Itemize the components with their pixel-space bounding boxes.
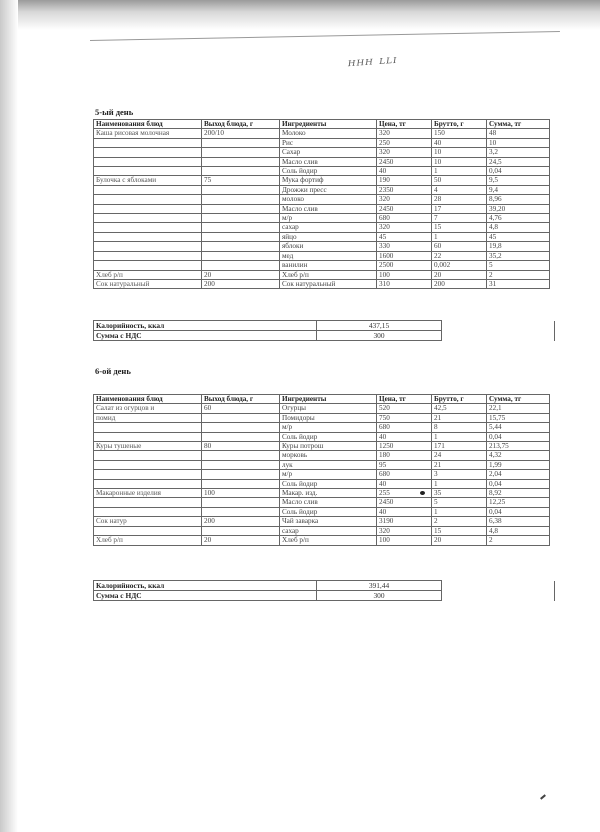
table-row	[94, 214, 550, 223]
table-row	[94, 167, 550, 176]
yield-cell	[202, 479, 280, 488]
ingredient-cell: яблоки	[280, 242, 377, 251]
yield-cell	[202, 242, 280, 251]
day6-calories-value: 391,44	[317, 581, 442, 591]
sum-cell: 12,25	[487, 498, 550, 507]
dish-cell	[94, 479, 202, 488]
sum-cell: 19,8	[487, 242, 550, 251]
ingredient-cell: Рис	[280, 138, 377, 147]
ingredient-cell: сахар	[280, 223, 377, 232]
day6-total-value: 300	[317, 591, 442, 601]
sum-cell: 48	[487, 129, 550, 138]
table-row	[94, 242, 550, 251]
dish-cell	[94, 214, 202, 223]
ingredient-cell: Соль йодир	[280, 479, 377, 488]
ingredient-cell: молоко	[280, 195, 377, 204]
day5-calories-label: Калорийность, ккал	[94, 321, 317, 331]
yield-cell: 20	[202, 536, 280, 545]
table-row	[94, 270, 550, 279]
dish-cell	[94, 451, 202, 460]
sum-cell: 9,4	[487, 185, 550, 194]
table-row	[94, 279, 550, 288]
brutto-cell: 150	[432, 129, 487, 138]
table-row	[94, 432, 550, 441]
yield-cell	[202, 148, 280, 157]
ingredient-cell: лук	[280, 460, 377, 469]
day5-title: 5-ый день	[95, 107, 134, 117]
table-row	[94, 423, 550, 432]
header-ingredients: Ингредиенты	[280, 120, 377, 129]
header-sum: Сумма, тг	[487, 395, 550, 404]
price-cell: 2350	[377, 185, 432, 194]
sum-cell: 45	[487, 232, 550, 241]
brutto-cell: 1	[432, 432, 487, 441]
price-cell: 320	[377, 223, 432, 232]
yield-cell	[202, 507, 280, 516]
dish-cell	[94, 157, 202, 166]
day6-header-row	[94, 395, 550, 404]
ingredient-cell: ванилин	[280, 261, 377, 270]
ingredient-cell: Помидоры	[280, 413, 377, 422]
sum-cell: 2	[487, 536, 550, 545]
pen-mark	[420, 491, 425, 495]
pen-mark	[540, 794, 546, 799]
brutto-cell: 5	[432, 498, 487, 507]
price-cell: 250	[377, 138, 432, 147]
dish-cell	[94, 507, 202, 516]
table-row	[94, 451, 550, 460]
day5-menu-table	[93, 119, 550, 289]
sum-cell: 4,32	[487, 451, 550, 460]
price-cell: 320	[377, 195, 432, 204]
price-cell: 2500	[377, 261, 432, 270]
header-ingredients: Ингредиенты	[280, 395, 377, 404]
price-cell: 2450	[377, 498, 432, 507]
ingredient-cell: Дрожжи пресс	[280, 185, 377, 194]
ingredient-cell: Соль йодир	[280, 167, 377, 176]
dish-cell	[94, 432, 202, 441]
ingredient-cell: Мука фортиф	[280, 176, 377, 185]
sum-cell: 2	[487, 270, 550, 279]
yield-cell	[202, 470, 280, 479]
yield-cell	[202, 232, 280, 241]
table-row	[94, 176, 550, 185]
day5-total-label: Сумма с НДС	[94, 331, 317, 341]
day6-menu-table	[93, 394, 550, 546]
handwritten-note: ᴴᴴᴴ ᴸᴸᴵ	[347, 55, 399, 75]
brutto-cell: 35	[432, 489, 487, 498]
yield-cell: 80	[202, 442, 280, 451]
sum-cell: 35,2	[487, 251, 550, 260]
price-cell: 680	[377, 423, 432, 432]
dish-cell: Макаронные изделия	[94, 489, 202, 498]
table-row	[94, 517, 550, 526]
price-cell: 255	[377, 489, 432, 498]
brutto-cell: 0,002	[432, 261, 487, 270]
ingredient-cell: Соль йодир	[280, 432, 377, 441]
ingredient-cell: м/р	[280, 423, 377, 432]
dish-cell: Сок натуральный	[94, 279, 202, 288]
day5-summary-blank	[442, 321, 555, 341]
brutto-cell: 21	[432, 460, 487, 469]
price-cell: 310	[377, 279, 432, 288]
sum-cell: 5	[487, 261, 550, 270]
brutto-cell: 1	[432, 479, 487, 488]
scan-edge-top	[0, 0, 600, 30]
day6-calories-label: Калорийность, ккал	[94, 581, 317, 591]
price-cell: 100	[377, 536, 432, 545]
price-cell: 320	[377, 148, 432, 157]
dish-cell: Сок натур	[94, 517, 202, 526]
price-cell: 40	[377, 479, 432, 488]
price-cell: 40	[377, 507, 432, 516]
day5-calories-value: 437,15	[317, 321, 442, 331]
yield-cell: 200	[202, 279, 280, 288]
brutto-cell: 22	[432, 251, 487, 260]
dish-cell	[94, 148, 202, 157]
ingredient-cell: яйцо	[280, 232, 377, 241]
sum-cell: 0,04	[487, 167, 550, 176]
dish-cell	[94, 460, 202, 469]
yield-cell	[202, 413, 280, 422]
table-row	[94, 536, 550, 545]
dish-cell: Каша рисовая молочная	[94, 129, 202, 138]
dish-cell: помид	[94, 413, 202, 422]
yield-cell: 60	[202, 404, 280, 413]
table-row	[94, 489, 550, 498]
scan-edge-left	[0, 0, 18, 832]
table-row	[94, 498, 550, 507]
sum-cell: 24,5	[487, 157, 550, 166]
dish-cell	[94, 498, 202, 507]
sum-cell: 39,20	[487, 204, 550, 213]
yield-cell	[202, 451, 280, 460]
yield-cell	[202, 138, 280, 147]
brutto-cell: 15	[432, 526, 487, 535]
sum-cell: 22,1	[487, 404, 550, 413]
yield-cell: 75	[202, 176, 280, 185]
dish-cell: Салат из огурцов и	[94, 404, 202, 413]
price-cell: 750	[377, 413, 432, 422]
ingredient-cell: морковь	[280, 451, 377, 460]
yield-cell	[202, 432, 280, 441]
brutto-cell: 1	[432, 507, 487, 516]
yield-cell: 200/10	[202, 129, 280, 138]
table-row	[94, 479, 550, 488]
dish-cell	[94, 195, 202, 204]
brutto-cell: 28	[432, 195, 487, 204]
header-dish: Наименования блюд	[94, 395, 202, 404]
sum-cell: 213,75	[487, 442, 550, 451]
ingredient-cell: Огурцы	[280, 404, 377, 413]
price-cell: 95	[377, 460, 432, 469]
yield-cell	[202, 261, 280, 270]
table-row	[94, 232, 550, 241]
yield-cell	[202, 214, 280, 223]
yield-cell	[202, 498, 280, 507]
ingredient-cell: м/р	[280, 470, 377, 479]
sum-cell: 0,04	[487, 507, 550, 516]
day5-summary	[93, 320, 555, 341]
price-cell: 1250	[377, 442, 432, 451]
brutto-cell: 1	[432, 232, 487, 241]
yield-cell	[202, 195, 280, 204]
brutto-cell: 3	[432, 470, 487, 479]
brutto-cell: 42,5	[432, 404, 487, 413]
table-row	[94, 413, 550, 422]
ingredient-cell: Хлеб р/п	[280, 270, 377, 279]
table-row	[94, 129, 550, 138]
yield-cell	[202, 157, 280, 166]
table-row	[94, 442, 550, 451]
sum-cell: 4,76	[487, 214, 550, 223]
yield-cell	[202, 223, 280, 232]
brutto-cell: 200	[432, 279, 487, 288]
ingredient-cell: Масло слив	[280, 204, 377, 213]
price-cell: 520	[377, 404, 432, 413]
yield-cell	[202, 423, 280, 432]
table-row	[94, 157, 550, 166]
price-cell: 190	[377, 176, 432, 185]
price-cell: 1600	[377, 251, 432, 260]
sum-cell: 10	[487, 138, 550, 147]
table-row	[94, 460, 550, 469]
brutto-cell: 15	[432, 223, 487, 232]
day6-calories-row	[94, 581, 555, 591]
sum-cell: 15,75	[487, 413, 550, 422]
table-row	[94, 404, 550, 413]
brutto-cell: 10	[432, 148, 487, 157]
table-row	[94, 261, 550, 270]
brutto-cell: 171	[432, 442, 487, 451]
brutto-cell: 20	[432, 270, 487, 279]
price-cell: 100	[377, 270, 432, 279]
ingredient-cell: Сахар	[280, 148, 377, 157]
table-row	[94, 138, 550, 147]
sum-cell: 2,04	[487, 470, 550, 479]
day5-calories-row	[94, 321, 555, 331]
dish-cell	[94, 232, 202, 241]
dish-cell	[94, 138, 202, 147]
table-row	[94, 195, 550, 204]
table-row	[94, 185, 550, 194]
dish-cell	[94, 261, 202, 270]
dish-cell: Куры тушеные	[94, 442, 202, 451]
price-cell: 45	[377, 232, 432, 241]
brutto-cell: 60	[432, 242, 487, 251]
dish-cell	[94, 204, 202, 213]
ingredient-cell: Масло слив	[280, 157, 377, 166]
yield-cell	[202, 526, 280, 535]
sum-cell: 4,8	[487, 526, 550, 535]
brutto-cell: 1	[432, 167, 487, 176]
dish-cell	[94, 223, 202, 232]
yield-cell	[202, 460, 280, 469]
price-cell: 680	[377, 470, 432, 479]
brutto-cell: 8	[432, 423, 487, 432]
ingredient-cell: Макар. изд.	[280, 489, 377, 498]
brutto-cell: 17	[432, 204, 487, 213]
price-cell: 40	[377, 432, 432, 441]
brutto-cell: 21	[432, 413, 487, 422]
brutto-cell: 50	[432, 176, 487, 185]
dish-cell: Хлеб р/п	[94, 270, 202, 279]
sum-cell: 6,38	[487, 517, 550, 526]
table-row	[94, 251, 550, 260]
table-row	[94, 526, 550, 535]
ingredient-cell: Масло слив	[280, 498, 377, 507]
ingredient-cell: Молоко	[280, 129, 377, 138]
brutto-cell: 10	[432, 157, 487, 166]
table-row	[94, 204, 550, 213]
paper-fold-line	[90, 31, 560, 41]
header-price: Цена, тг	[377, 120, 432, 129]
sum-cell: 8,92	[487, 489, 550, 498]
brutto-cell: 4	[432, 185, 487, 194]
ingredient-cell: Сок натуральный	[280, 279, 377, 288]
day6-summary-blank	[442, 581, 555, 601]
header-yield: Выход блюда, г	[202, 395, 280, 404]
yield-cell: 20	[202, 270, 280, 279]
brutto-cell: 40	[432, 138, 487, 147]
price-cell: 680	[377, 214, 432, 223]
header-dish: Наименования блюд	[94, 120, 202, 129]
header-price: Цена, тг	[377, 395, 432, 404]
ingredient-cell: м/р	[280, 214, 377, 223]
ingredient-cell: Чай заварка	[280, 517, 377, 526]
table-row	[94, 470, 550, 479]
dish-cell	[94, 423, 202, 432]
table-row	[94, 148, 550, 157]
brutto-cell: 20	[432, 536, 487, 545]
dish-cell	[94, 242, 202, 251]
header-brutto: Брутто, г	[432, 120, 487, 129]
table-row	[94, 507, 550, 516]
dish-cell: Хлеб р/п	[94, 536, 202, 545]
yield-cell	[202, 167, 280, 176]
ingredient-cell: сахар	[280, 526, 377, 535]
header-brutto: Брутто, г	[432, 395, 487, 404]
ingredient-cell: Куры потрош	[280, 442, 377, 451]
price-cell: 320	[377, 526, 432, 535]
ingredient-cell: мед	[280, 251, 377, 260]
sum-cell: 1,99	[487, 460, 550, 469]
price-cell: 180	[377, 451, 432, 460]
price-cell: 2450	[377, 204, 432, 213]
sum-cell: 31	[487, 279, 550, 288]
yield-cell	[202, 185, 280, 194]
header-sum: Сумма, тг	[487, 120, 550, 129]
dish-cell	[94, 470, 202, 479]
sum-cell: 9,5	[487, 176, 550, 185]
table-row	[94, 223, 550, 232]
dish-cell: Булочка с яблоками	[94, 176, 202, 185]
price-cell: 330	[377, 242, 432, 251]
day6-title: 6-ой день	[95, 366, 131, 376]
brutto-cell: 24	[432, 451, 487, 460]
dish-cell	[94, 185, 202, 194]
ingredient-cell: Соль йодир	[280, 507, 377, 516]
day5-header-row	[94, 120, 550, 129]
sum-cell: 0,04	[487, 432, 550, 441]
price-cell: 320	[377, 129, 432, 138]
yield-cell: 100	[202, 489, 280, 498]
header-yield: Выход блюда, г	[202, 120, 280, 129]
brutto-cell: 7	[432, 214, 487, 223]
sum-cell: 5,44	[487, 423, 550, 432]
day6-total-label: Сумма с НДС	[94, 591, 317, 601]
day6-summary	[93, 580, 555, 601]
sum-cell: 8,96	[487, 195, 550, 204]
yield-cell: 200	[202, 517, 280, 526]
brutto-cell: 2	[432, 517, 487, 526]
day5-total-value: 300	[317, 331, 442, 341]
yield-cell	[202, 204, 280, 213]
sum-cell: 0,04	[487, 479, 550, 488]
dish-cell	[94, 167, 202, 176]
price-cell: 40	[377, 167, 432, 176]
sum-cell: 4,8	[487, 223, 550, 232]
dish-cell	[94, 251, 202, 260]
sum-cell: 3,2	[487, 148, 550, 157]
price-cell: 2450	[377, 157, 432, 166]
dish-cell	[94, 526, 202, 535]
price-cell: 3190	[377, 517, 432, 526]
ingredient-cell: Хлеб р/п	[280, 536, 377, 545]
yield-cell	[202, 251, 280, 260]
